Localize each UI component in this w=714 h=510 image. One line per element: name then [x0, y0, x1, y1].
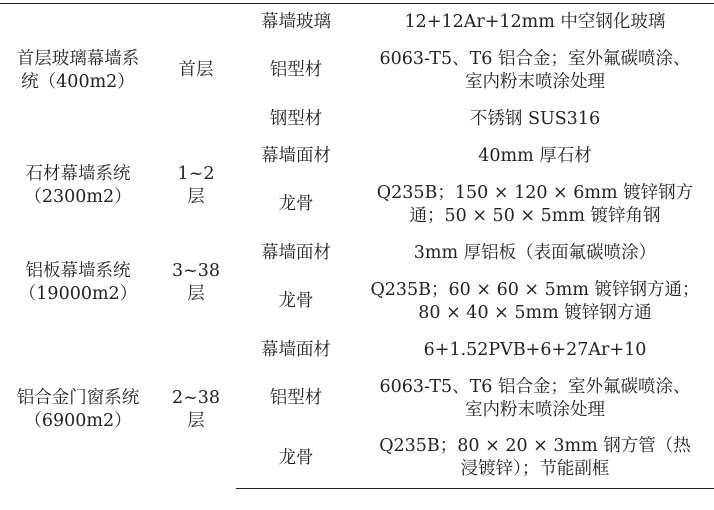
- spec-text: 通；50 × 50 × 5mm 镀锌角钢: [409, 205, 661, 226]
- component-name: 龙骨: [278, 194, 314, 214]
- spec-text: 12+12Ar+12mm 中空钢化玻璃: [404, 11, 666, 32]
- system-name: 石材幕墙系统 （2300m2）: [24, 164, 132, 207]
- spec-cell: [356, 272, 714, 332]
- component-cell: [236, 138, 356, 175]
- component-cell: [236, 332, 356, 369]
- spec-text: 80 × 40 × 5mm 镀锌钢方通: [418, 302, 652, 323]
- table-row: [0, 332, 714, 369]
- floor-cell: [156, 4, 236, 138]
- component-name: 龙骨: [278, 291, 314, 311]
- system-name-cell: [0, 138, 156, 235]
- system-name-cell: [0, 332, 156, 489]
- spec-cell: [356, 101, 714, 138]
- spec-text: 浸镀锌）；节能副框: [460, 459, 610, 480]
- system-name: 铝板幕墙系统 （19000m2）: [18, 261, 138, 304]
- component-cell: [236, 369, 356, 429]
- spec-cell: [356, 138, 714, 175]
- spec-text: 室内粉末喷涂处理: [465, 399, 605, 420]
- floor-range: 2~38 层: [171, 388, 221, 431]
- component-name: 幕墙面材: [261, 339, 331, 360]
- component-name: 铝型材: [269, 60, 323, 80]
- system-name: 首层玻璃幕墙系 统（400m2）: [16, 48, 140, 92]
- floor-range: 首层: [178, 60, 214, 81]
- curtain-wall-spec-table: [0, 3, 714, 489]
- component-name: 铝型材: [269, 388, 323, 408]
- spec-text: 6063-T5、T6 铝合金；室外氟碳喷涂、: [379, 48, 691, 69]
- spec-text: Q235B；60 × 60 × 5mm 镀锌钢方通；: [370, 279, 700, 300]
- spec-cell: [356, 332, 714, 369]
- component-cell: [236, 41, 356, 101]
- component-name: 幕墙玻璃: [261, 11, 331, 32]
- floor-cell: [156, 332, 236, 489]
- spec-text: 不锈钢 SUS316: [469, 108, 601, 129]
- spec-text: Q235B；80 × 20 × 3mm 钢方管（热: [379, 436, 691, 457]
- spec-text: 6+1.52PVB+6+27Ar+10: [423, 339, 647, 360]
- component-cell: [236, 175, 356, 235]
- component-cell: [236, 4, 356, 41]
- spec-text: 40mm 厚石材: [478, 145, 592, 166]
- spec-text: 3mm 厚铝板（表面氟碳喷涂）: [413, 242, 657, 263]
- spec-cell: [356, 369, 714, 429]
- spec-text: Q235B；150 × 120 × 6mm 镀锌钢方: [376, 182, 694, 203]
- floor-range: 1~2 层: [177, 164, 215, 207]
- spec-cell: [356, 4, 714, 41]
- system-name: 铝合金门窗系统 （6900m2）: [16, 388, 140, 431]
- component-name: 龙骨: [278, 447, 314, 468]
- system-name-cell: [0, 235, 156, 332]
- system-name-cell: [0, 4, 156, 138]
- table-row: [0, 138, 714, 175]
- component-cell: [236, 429, 356, 489]
- floor-range: 3~38 层: [171, 261, 221, 304]
- spec-cell: [356, 235, 714, 272]
- component-name: 钢型材: [269, 108, 323, 129]
- spec-cell: [356, 429, 714, 489]
- spec-text: 6063-T5、T6 铝合金；室外氟碳喷涂、: [379, 376, 691, 397]
- spec-cell: [356, 175, 714, 235]
- component-cell: [236, 235, 356, 272]
- table-row: [0, 235, 714, 272]
- spec-cell: [356, 41, 714, 101]
- spec-text: 室内粉末喷涂处理: [465, 71, 605, 92]
- table-row: [0, 4, 714, 41]
- component-cell: [236, 272, 356, 332]
- component-name: 幕墙面材: [261, 145, 331, 166]
- component-name: 幕墙面材: [261, 242, 331, 263]
- floor-cell: [156, 235, 236, 332]
- floor-cell: [156, 138, 236, 235]
- component-cell: [236, 101, 356, 138]
